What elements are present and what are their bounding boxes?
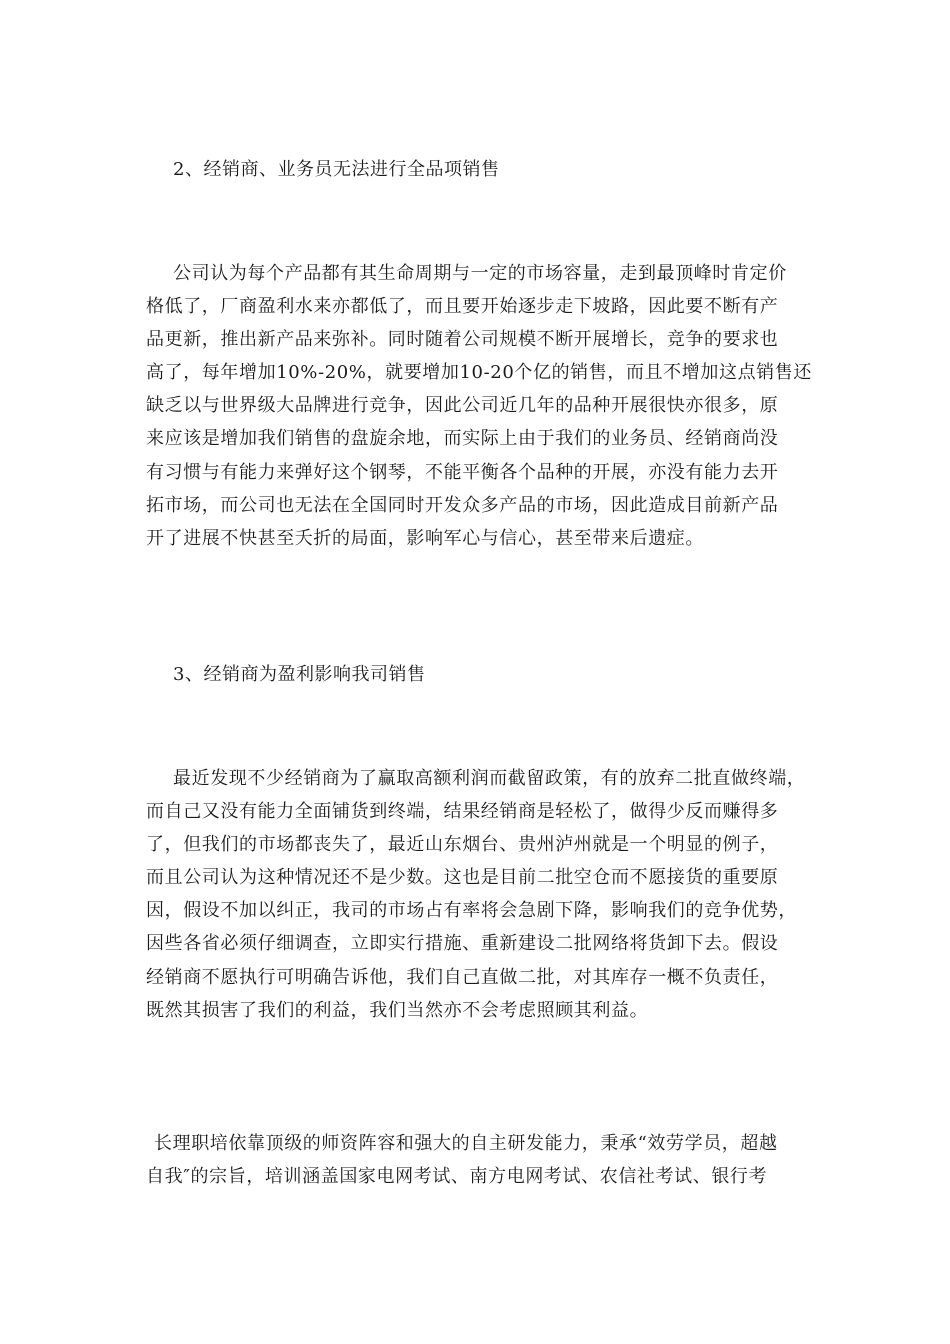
paragraph-line: 因些各省必须仔细调查，立即实行措施、重新建设二批网络将货卸下去。假设	[146, 933, 779, 955]
paragraph-line: 高了，每年增加10%-20%，就要增加10-20个亿的销售，而且不增加这点销售还	[146, 362, 812, 384]
footer-line: 自我″的宗旨，培训涵盖国家电网考试、南方电网考试、农信社考试、银行考	[146, 1166, 768, 1188]
footer-line: 长理职培依靠顶级的师资阵容和强大的自主研发能力，秉承“效劳学员，超越	[154, 1133, 778, 1154]
paragraph-line: 经销商不愿执行可明确告诉他，我们自己直做二批，对其库存一概不负责任，	[146, 966, 779, 988]
paragraph-line: 拓市场，而公司也无法在全国同时开发众多产品的市场，因此造成目前新产品	[146, 494, 779, 516]
paragraph-line: 公司认为每个产品都有其生命周期与一定的市场容量，走到最顶峰时肯定价	[173, 263, 787, 284]
paragraph-line: 而自己又没有能力全面铺货到终端，结果经销商是轻松了，做得少反而赚得多	[146, 801, 779, 823]
paragraph-line: 来应该是增加我们销售的盘旋余地，而实际上由于我们的业务员、经销商尚没	[146, 428, 779, 450]
paragraph-line: 而且公司认为这种情况还不是少数。这也是目前二批空仓而不愿接货的重要原	[146, 867, 779, 889]
section-paragraph-3	[146, 762, 816, 1027]
paragraph-line: 品更新，推出新产品来弥补。同时随着公司规模不断开展增长，竞争的要求也	[146, 329, 779, 351]
paragraph-line: 缺乏以与世界级大品牌进行竞争，因此公司近几年的品种开展很快亦很多，原	[146, 395, 779, 417]
paragraph-line: 有习惯与有能力来弹好这个钢琴，不能平衡各个品种的开展，亦没有能力去开	[146, 461, 779, 483]
paragraph-line: 格低了，厂商盈利水来亦都低了，而且要开始逐步走下坡路，因此要不断有产	[146, 296, 779, 318]
section-heading-3: 3、经销商为盈利影响我司销售	[173, 664, 426, 685]
paragraph-line: 既然其损害了我们的利益，我们当然亦不会考虑照顾其利益。	[146, 999, 649, 1021]
section-heading-2: 2、经销商、业务员无法进行全品项销售	[173, 159, 500, 180]
paragraph-line: 开了进展不快甚至夭折的局面，影响军心与信心，甚至带来后遗症。	[146, 527, 704, 549]
paragraph-line: 因，假设不加以纠正，我司的市场占有率将会急剧下降，影响我们的竞争优势，	[146, 900, 797, 922]
footer-paragraph	[146, 1127, 816, 1193]
paragraph-line: 最近发现不少经销商为了赢取高额利润而截留政策，有的放弃二批直做终端，	[173, 768, 806, 789]
paragraph-line: 了，但我们的市场都丧失了，最近山东烟台、贵州泸州就是一个明显的例子，	[146, 834, 779, 856]
section-paragraph-2	[146, 257, 816, 555]
